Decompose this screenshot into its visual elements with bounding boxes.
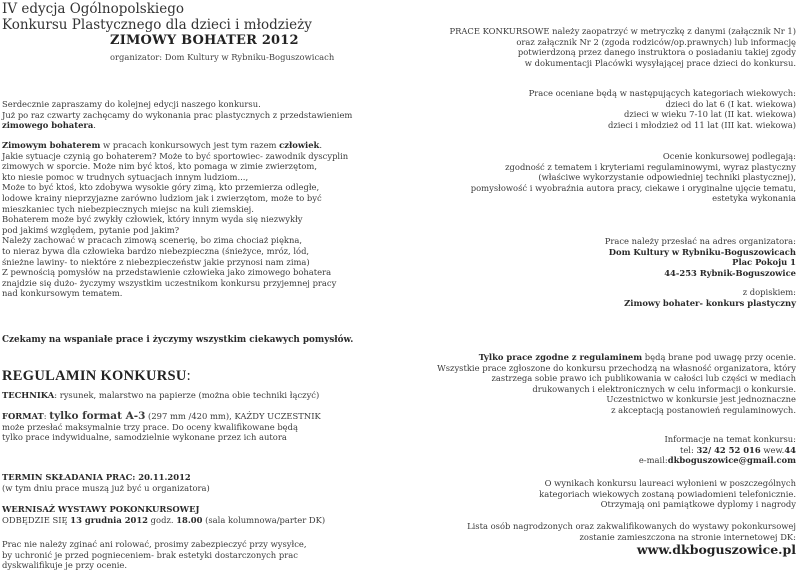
prace-line: oraz załącznik Nr 2 (zgoda rodziców/op.prawnych) lub informację bbox=[516, 36, 796, 47]
categories-intro: Prace oceniane będą w następujących kategoriach wiekowych: bbox=[528, 88, 796, 98]
criteria-line: zgodność z tematem i kryteriami regulaminowymi, wyraz plastyczny bbox=[505, 161, 796, 172]
wernisaz-date: 13 grudnia 2012 bbox=[70, 514, 149, 525]
phone-ext: 44 bbox=[784, 444, 796, 455]
technika-label: TECHNIKA bbox=[2, 390, 55, 400]
hero-line: Może to być ktoś, kto zdobywa wysokie góry zimą, kto przemierza odległe, bbox=[2, 182, 320, 193]
rules-line: zastrzega sobie prawo ich publikowania w całości lub części w mediach bbox=[491, 373, 796, 384]
hero-line: pod jakimś względem, pytanie pod jakim? bbox=[2, 224, 180, 235]
address-line: Dom Kultury w Rybniku-Boguszowicach bbox=[608, 246, 796, 257]
hero-line: Bohaterem może być zwykły człowiek, który innym wyda się niezwykły bbox=[2, 214, 303, 225]
rules-line: Uczestnictwo w konkursie jest jednoznaczne bbox=[606, 394, 796, 405]
prace-line: w dokumentacji Placówki wysyłającej prace dzieci do konkursu. bbox=[524, 57, 796, 68]
list-paragraph bbox=[467, 521, 796, 558]
hero-paragraph bbox=[2, 140, 348, 299]
organizer-line: organizator: Dom Kultury w Rybniku-Boguszowicach bbox=[110, 52, 335, 62]
prace-paragraph bbox=[449, 26, 796, 68]
hero-bold2: człowiek bbox=[279, 140, 320, 150]
results-line: kategoriach wiekowych zostaną powiadomieni telefonicznie. bbox=[539, 488, 796, 499]
intro-paragraph bbox=[2, 99, 352, 131]
wernisaz-text2: godz. bbox=[148, 514, 177, 525]
note-paragraph bbox=[624, 287, 796, 308]
termin-block bbox=[2, 472, 210, 493]
hero-bold: Zimowym bohaterem bbox=[2, 140, 101, 150]
criteria-line: (właściwe wykorzystanie odpowiedniej techniki plastycznej), bbox=[538, 172, 796, 183]
format-paragraph bbox=[2, 411, 321, 443]
rules-paragraph bbox=[437, 352, 796, 416]
format-line: może przesłać maksymalnie trzy prace. Do oceny kwalifikowane będą bbox=[2, 421, 298, 432]
intro-line bbox=[2, 120, 352, 131]
format-rest: (297 mm /420 mm), KAŻDY UCZESTNIK bbox=[145, 411, 321, 421]
email-line bbox=[639, 455, 796, 466]
wernisaz-block bbox=[2, 504, 325, 525]
format-colon: : bbox=[43, 411, 50, 421]
wernisaz-label-text: WERNISAŻ WYSTAWY POKONKURSOWEJ bbox=[2, 504, 200, 514]
header-contest-line: Konkursu Plastycznego dla dzieci i młodzieży bbox=[2, 17, 312, 33]
regulamin-title: REGULAMIN KONKURSU bbox=[2, 368, 187, 384]
category-item: dzieci do lat 6 (I kat. wiekowa) bbox=[665, 98, 796, 109]
wernisaz-label bbox=[2, 504, 325, 515]
hero-line: Jakie sytuacje czynią go bohaterem? Może to być sportowiec- zawodnik dyscyplin bbox=[2, 150, 349, 161]
intro-punct: . bbox=[93, 120, 96, 131]
termin-note: (w tym dniu prace muszą już być u organizatora) bbox=[2, 482, 210, 493]
hero-line: lodowe krainy nieprzyjazne zarówno ludziom jak i zwierzętom, może to być bbox=[2, 192, 322, 203]
contact-paragraph bbox=[639, 434, 796, 466]
format-value: tylko format A-3 bbox=[49, 410, 146, 422]
packing-paragraph bbox=[2, 539, 307, 571]
hero-line: Należy zachować w pracach zimową scenerię, bo zima chociaż piękna, bbox=[2, 235, 303, 246]
phone-label: tel: bbox=[679, 444, 697, 455]
regulamin-colon: : bbox=[186, 368, 191, 384]
results-line: Otrzymają oni pamiątkowe dyplomy i nagrody bbox=[600, 499, 796, 510]
rules-bold: Tylko prace zgodne z regulaminem bbox=[478, 352, 643, 362]
hero-line: śnieżne lawiny- to niektóre z niebezpieczeństw jakie przynosi nam zima) bbox=[2, 256, 310, 267]
header-edition-line: IV edycja Ogólnopolskiego bbox=[2, 1, 184, 17]
prace-line: potwierdzoną przez danego instruktora o posiadaniu takiej zgody bbox=[517, 47, 796, 58]
format-line: tylko prace indywidualne, samodzielnie wykonane przez ich autora bbox=[2, 432, 287, 443]
phone-line bbox=[639, 445, 796, 456]
note-text: Zimowy bohater- konkurs plastyczny bbox=[624, 297, 796, 308]
hero-line: Z pewnością pomysłów na przedstawienie człowieka jako zimowego bohatera bbox=[2, 267, 332, 278]
hero-line: to nieraz bywa dla człowieka bardzo niebezpieczna (śnieżyce, mróz, lód, bbox=[2, 245, 310, 256]
address-paragraph bbox=[605, 236, 796, 278]
address-line: Plac Pokoju 1 bbox=[732, 257, 796, 268]
list-line: Lista osób nagrodzonych oraz zakwalifikowanych do wystawy pokonkursowej bbox=[467, 521, 796, 531]
category-item: dzieci i młodzież od 11 lat (III kat. wiekowa) bbox=[607, 119, 796, 130]
regulamin-heading bbox=[2, 368, 191, 385]
intro-bold: zimowego bohatera bbox=[2, 120, 94, 131]
technika-text: : rysunek, malarstwo na papierze (można obie techniki łączyć) bbox=[54, 390, 320, 400]
phone-ext-label: wew. bbox=[760, 444, 785, 455]
hero-line: zimowych w sporcie. Może nim być ktoś, kto pomaga w zimie zwierzętom, bbox=[2, 161, 318, 172]
wernisaz-text: ODBĘDZIE SIĘ bbox=[2, 514, 71, 525]
category-item: dzieci w wieku 7-10 lat (II kat. wiekowa) bbox=[623, 109, 796, 120]
prace-label: PRACE KONKURSOWE bbox=[449, 26, 550, 36]
website-link[interactable]: www.dkboguszowice.pl bbox=[636, 542, 796, 558]
rules-line: Wszystkie prace zgłoszone do konkursu przechodzą na własność organizatora, który bbox=[437, 362, 796, 373]
rules-line bbox=[437, 352, 796, 363]
packing-line: Prac nie należy zginać ani rolować, prosimy zabezpieczyć przy wysyłce, bbox=[2, 539, 307, 549]
page-title: ZIMOWY BOHATER 2012 bbox=[110, 33, 299, 48]
criteria-intro: Ocenie konkursowej podlegają: bbox=[662, 151, 796, 161]
phone-number: 32/ 42 52 016 bbox=[696, 444, 761, 455]
results-line: O wynikach konkursu laureaci wyłonieni w poszczególnych bbox=[544, 478, 796, 488]
intro-line: Serdecznie zapraszamy do kolejnej edycji naszego konkursu. bbox=[2, 99, 261, 109]
prace-line bbox=[449, 26, 796, 37]
technika-line bbox=[2, 390, 319, 401]
email-label: e-mail: bbox=[638, 455, 668, 466]
packing-line: by uchronić je przed pognieceniem- brak estetyki dostarczonych prac bbox=[2, 549, 298, 560]
format-label: FORMAT bbox=[2, 411, 44, 421]
note-intro: z dopiskiem: bbox=[742, 287, 796, 297]
hero-line: znajdzie się dużo- życzymy wszystkim uczestnikom konkursu przyjemnej pracy bbox=[2, 277, 337, 288]
wernisaz-line bbox=[2, 515, 325, 526]
address-line: 44-253 Rybnik-Boguszowice bbox=[664, 267, 796, 278]
address-intro: Prace należy przesłać na adres organizatora: bbox=[604, 236, 796, 246]
email-address[interactable]: dkboguszowice@gmail.com bbox=[667, 455, 796, 466]
closing-line bbox=[2, 335, 353, 346]
criteria-line: estetyka wykonania bbox=[712, 193, 796, 204]
rules-line: z akceptacją postanowień regulaminowych. bbox=[611, 404, 796, 415]
wernisaz-venue: (sala kolumnowa/parter DK) bbox=[202, 514, 326, 525]
criteria-paragraph bbox=[471, 151, 796, 204]
results-paragraph bbox=[539, 478, 796, 510]
hero-punct: . bbox=[319, 140, 323, 150]
format-line bbox=[2, 411, 321, 422]
rules-text: będą brane pod uwagę przy ocenie. bbox=[642, 352, 796, 362]
hero-line: nad konkursowym tematem. bbox=[2, 288, 123, 299]
contact-intro: Informacje na temat konkursu: bbox=[664, 434, 796, 444]
prace-text: należy zaopatrzyć w metryczkę z danymi (załącznik Nr 1) bbox=[549, 26, 796, 36]
wernisaz-time: 18.00 bbox=[176, 514, 203, 525]
categories-paragraph bbox=[529, 88, 796, 130]
criteria-line: pomysłowość i wyobraźnia autora pracy, ciekawe i oryginalne ujęcie tematu, bbox=[470, 182, 796, 193]
rules-line: drukowanych i elektronicznych w celu informacji o konkursie. bbox=[532, 383, 796, 394]
list-line: zostanie zamieszczona na stronie internetowej DK: bbox=[579, 531, 796, 542]
termin-label bbox=[2, 472, 210, 483]
intro-line: Już po raz czwarty zachęcamy do wykonania prac plastycznych z przedstawieniem bbox=[2, 109, 353, 120]
hero-line: kto niesie pomoc w trudnych sytuacjach innym ludziom..., bbox=[2, 171, 249, 182]
hero-line bbox=[2, 140, 348, 151]
closing-text: Czekamy na wspaniałe prace i życzymy wszystkim ciekawych pomysłów. bbox=[2, 335, 354, 345]
termin-label-text: TERMIN SKŁADANIA PRAC: 20.11.2012 bbox=[2, 472, 191, 482]
hero-line: mieszkaniec tych niebezpiecznych miejsc na kuli ziemskiej. bbox=[2, 203, 254, 214]
packing-line: dyskwalifikuje je przy ocenie. bbox=[2, 560, 128, 571]
hero-text: w pracach konkursowych jest tym razem bbox=[100, 140, 280, 150]
